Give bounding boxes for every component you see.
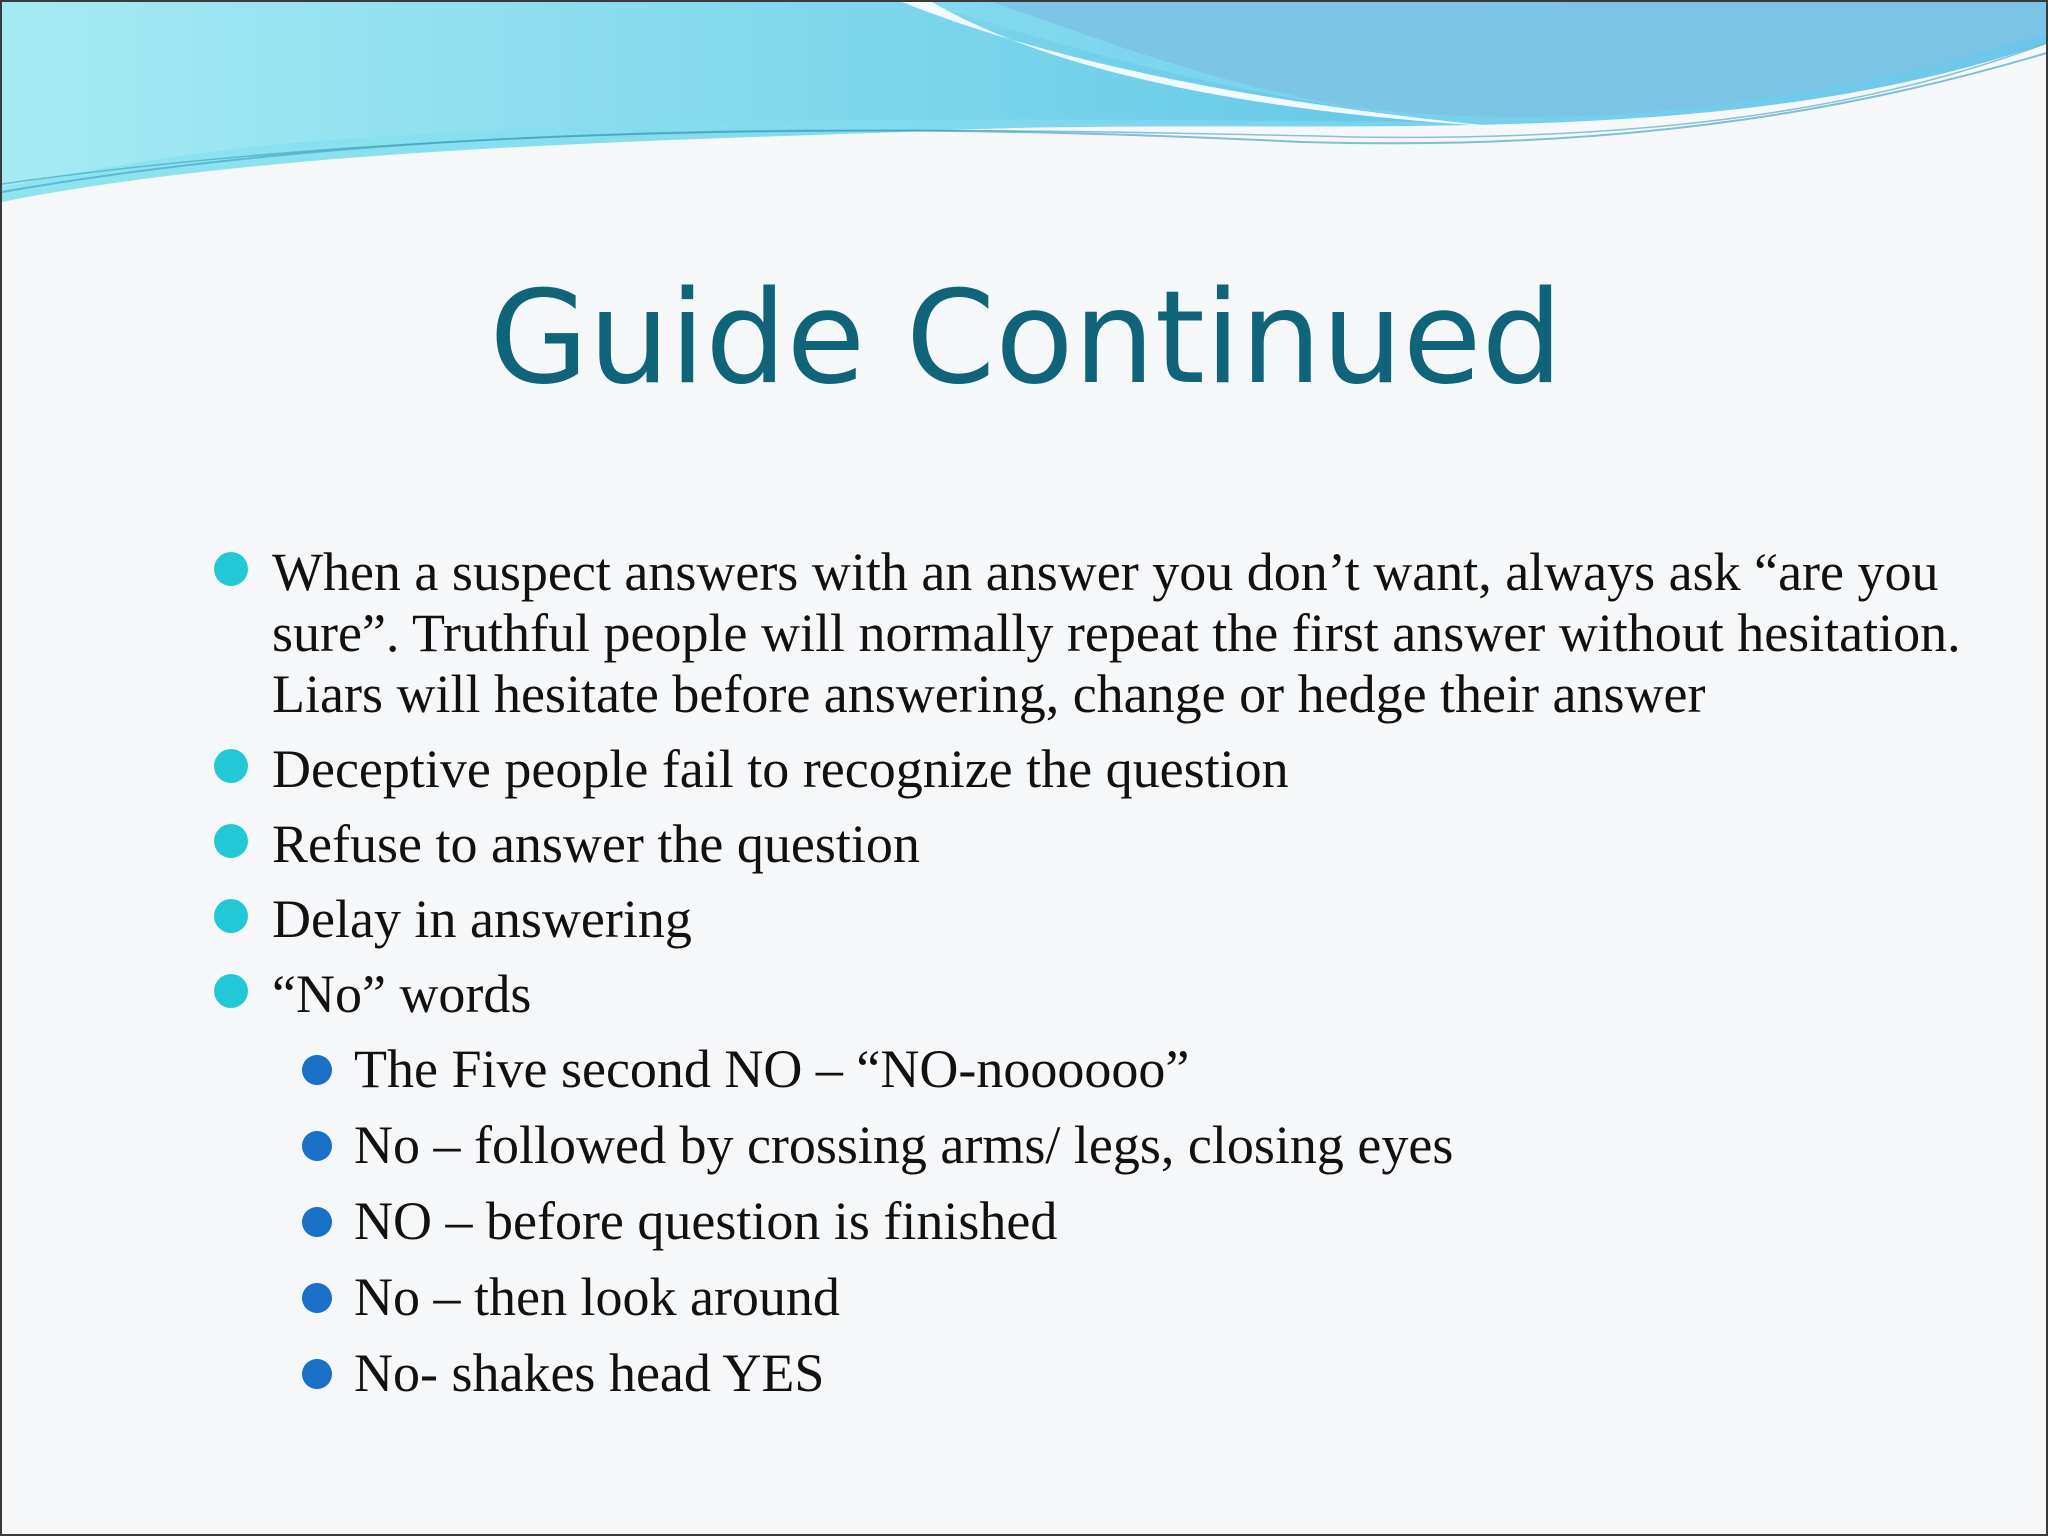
sub-bullet-item (212, 1191, 1972, 1252)
sub-bullet-dot-icon (302, 1131, 332, 1161)
bullet-text: Refuse to answer the question (272, 814, 920, 874)
bullet-dot-icon (214, 749, 248, 783)
sub-bullet-text: The Five second NO – “NO-noooooo” (354, 1039, 1190, 1099)
sub-bullet-text: No – then look around (354, 1267, 840, 1327)
sub-bullet-dot-icon (302, 1055, 332, 1085)
bullet-dot-icon (214, 552, 248, 586)
sub-bullet-item (212, 1115, 1972, 1176)
bullet-dot-icon (214, 824, 248, 858)
bullet-text: “No” words (272, 964, 532, 1024)
bullet-item (212, 964, 1972, 1404)
bullet-item (212, 739, 1972, 800)
bullet-text: Deceptive people fail to recognize the question (272, 739, 1289, 799)
bullet-item (212, 889, 1972, 950)
sub-bullet-text: NO – before question is finished (354, 1191, 1058, 1251)
sub-bullet-text: No- shakes head YES (354, 1343, 825, 1403)
sub-bullet-list (212, 1039, 1972, 1404)
sub-bullet-dot-icon (302, 1207, 332, 1237)
slide-title: Guide Continued (489, 264, 1563, 413)
sub-bullet-item (212, 1267, 1972, 1328)
bullet-item (212, 814, 1972, 875)
slide-content (212, 542, 1972, 1419)
header-wave-decoration (2, 2, 2048, 242)
bullet-dot-icon (214, 899, 248, 933)
bullet-item (212, 542, 1972, 725)
bullet-list (212, 542, 1972, 1404)
sub-bullet-item (212, 1343, 1972, 1404)
sub-bullet-item (212, 1039, 1972, 1100)
bullet-dot-icon (214, 974, 248, 1008)
sub-bullet-dot-icon (302, 1283, 332, 1313)
sub-bullet-dot-icon (302, 1359, 332, 1389)
sub-bullet-text: No – followed by crossing arms/ legs, closing eyes (354, 1115, 1454, 1175)
bullet-text: Delay in answering (272, 889, 692, 949)
bullet-text: When a suspect answers with an answer you don’t want, always ask “are you sure”. Truthful people will normally repeat the first answer without hesitation. Liars will hesitate before answering, change or hedge their answer (272, 542, 1961, 724)
